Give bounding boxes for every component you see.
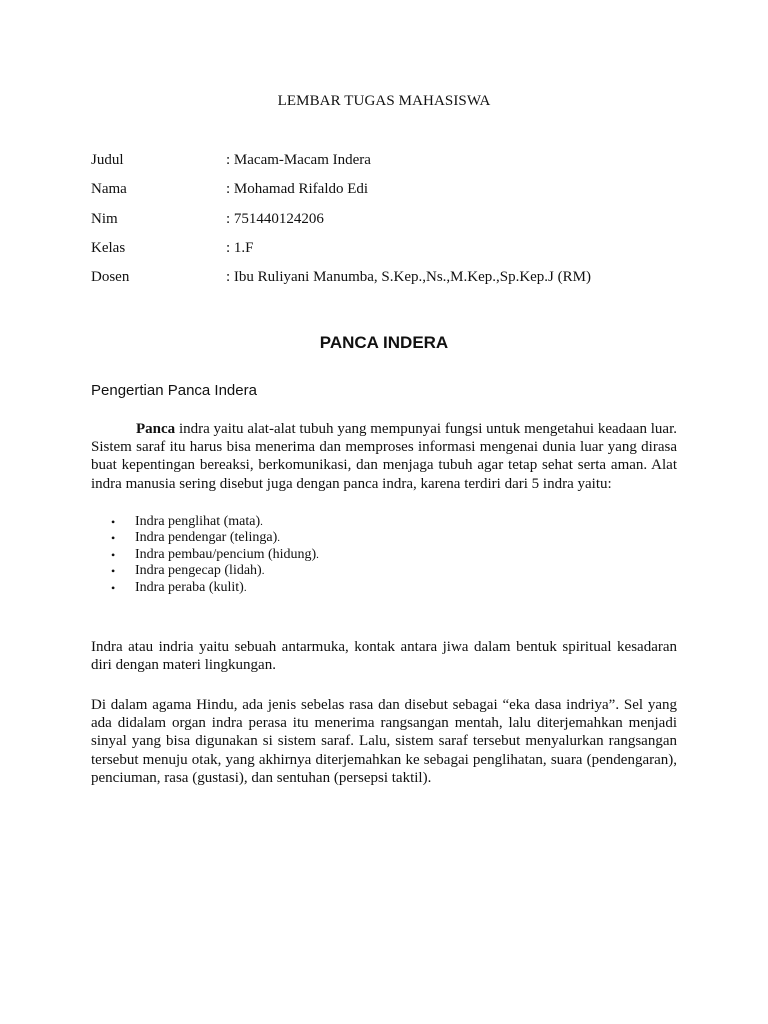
list-item-text: Indra pembau/pencium (hidung) xyxy=(135,546,317,562)
main-heading: PANCA INDERA xyxy=(319,333,449,352)
info-label: Judul xyxy=(91,152,124,168)
info-value: : Mohamad Rifaldo Edi xyxy=(226,181,369,197)
info-label: Nama xyxy=(91,181,127,197)
list-item-text: Indra penglihat (mata) xyxy=(135,514,261,529)
list-item-text: Indra pengecap (lidah) xyxy=(135,563,262,579)
info-row-judul xyxy=(91,150,691,170)
bullet-icon: • xyxy=(111,531,116,546)
section-heading: Pengertian Panca Indera xyxy=(91,382,257,399)
bold-term: Panca xyxy=(136,421,176,437)
list-item-period: . xyxy=(261,565,265,578)
list-item-text: Indra pendengar (telinga) xyxy=(135,530,278,546)
paragraph-text: indra yaitu alat-alat tubuh yang mempunyai fungsi untuk mengetahui keadaan luar. Sistem saraf itu harus bisa menerima dan memproses informasi mengenai dunia luar yang dirasa buat kepentingan bereaksi, berkomunikasi, dan menjaga tubuh agar tetap sehat serta aman. Alat indra manusia sering disebut juga dengan panca indra, karena terdiri dari 5 indra yaitu: xyxy=(91,421,677,492)
list-item xyxy=(91,547,319,563)
list-item xyxy=(91,530,319,546)
list-item xyxy=(91,563,319,579)
bullet-icon: • xyxy=(111,580,116,595)
senses-list xyxy=(91,514,319,596)
list-item-period: . xyxy=(277,532,281,545)
info-row-nim xyxy=(91,209,691,229)
info-value: : 751440124206 xyxy=(226,211,324,227)
list-item xyxy=(91,514,319,530)
list-item-text: Indra peraba (kulit) xyxy=(135,579,244,595)
paragraph-hindu: Di dalam agama Hindu, ada jenis sebelas rasa dan disebut sebagai “eka dasa indriya”. Sel yang ada didalam organ indra perasa itu menerima rangsangan mentah, lalu diterjemahkan menjadi sinyal yang bisa digunakan si sistem saraf. Lalu, sistem saraf tersebut menyalurkan rangsangan tersebut menuju otak, yang akhirnya diterjemahkan ke sebagai penglihatan, suara (pendengaran), penciuman, rasa (gustasi), dan sentuhan (persepsi taktil). xyxy=(91,697,677,786)
paragraph-indria: Indra atau indria yaitu sebuah antarmuka, kontak antara jiwa dalam bentuk spiritual kesadaran diri dengan materi lingkungan. xyxy=(91,639,677,674)
info-label: Nim xyxy=(91,211,118,227)
info-row-nama xyxy=(91,179,691,199)
info-value: : 1.F xyxy=(226,240,254,256)
paragraph-definition xyxy=(91,420,677,493)
list-item-period: . xyxy=(243,581,247,594)
info-value: : Macam-Macam Indera xyxy=(226,152,371,168)
bullet-icon: • xyxy=(111,547,116,562)
document-title: LEMBAR TUGAS MAHASISWA xyxy=(277,93,491,109)
info-label: Dosen xyxy=(91,269,130,285)
info-row-kelas xyxy=(91,238,691,258)
info-row-dosen xyxy=(91,267,691,287)
list-item xyxy=(91,580,319,596)
list-item-period: . xyxy=(260,516,263,528)
list-item-period: . xyxy=(316,548,319,561)
bullet-icon: • xyxy=(111,564,116,579)
info-label: Kelas xyxy=(91,240,126,256)
info-value: : Ibu Ruliyani Manumba, S.Kep.,Ns.,M.Kep.,Sp.Kep.J (RM) xyxy=(226,269,591,285)
bullet-icon: • xyxy=(111,515,116,529)
